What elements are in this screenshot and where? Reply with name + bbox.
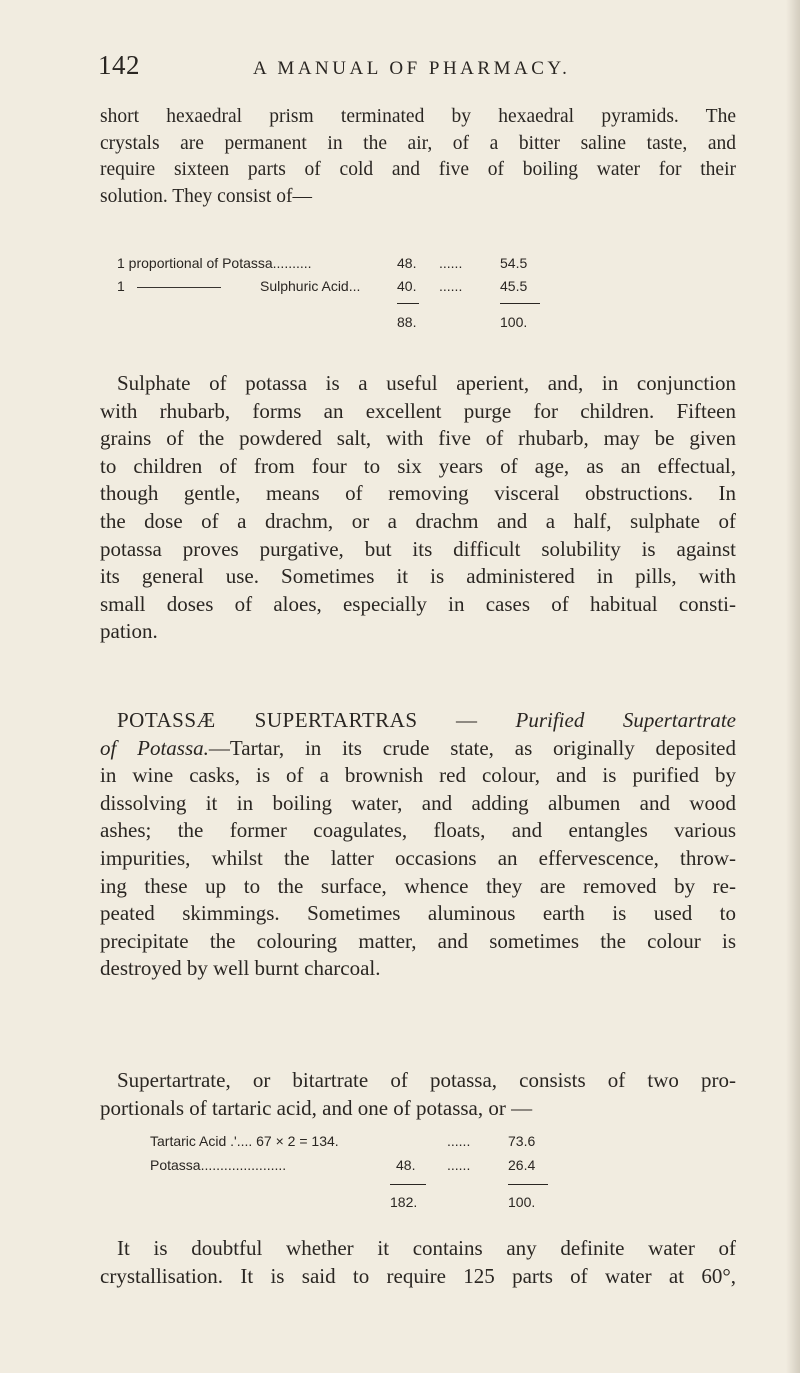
table-row — [150, 1157, 710, 1177]
paragraph-sulphate-uses — [100, 370, 736, 646]
heading-subtitle-cont: of Potassa. — [100, 735, 209, 760]
sum-rule — [500, 303, 540, 304]
section-potassae-supertartras — [100, 707, 736, 983]
text-line: Supertartrate, or bitartrate of potassa, consists of two pro- — [117, 1068, 736, 1092]
text-line: ashes; the former coagulates, floats, and entangles various — [100, 818, 736, 843]
row-percent: 26.4 — [508, 1157, 536, 1173]
text-line: grains of the powdered salt, with five of rhubarb, may be given — [100, 426, 736, 451]
text-line: peated skimmings. Sometimes aluminous earth is used to — [100, 901, 736, 926]
text-line: crystallisation. It is said to require 125 parts of water at 60°, — [100, 1263, 736, 1288]
row-label: 1 proportional of Potassa.......... — [117, 255, 312, 271]
text-line: the dose of a drachm, or a drachm and a half, sulphate of — [100, 508, 736, 533]
row-label: Potassa...................... — [150, 1157, 287, 1173]
text-line: with rhubarb, forms an excellent purge for children. Fifteen — [100, 398, 736, 423]
table-row — [150, 1133, 710, 1153]
sum-rule — [508, 1184, 548, 1185]
sum-rule — [397, 303, 419, 304]
row-percent: 45.5 — [500, 278, 528, 294]
text-line: crystals are permanent in the air, of a bitter saline taste, and — [100, 132, 736, 154]
text-line — [100, 735, 736, 763]
text-line: though gentle, means of removing visceral obstructions. In — [100, 481, 736, 506]
total-weight: 88. — [397, 314, 417, 330]
heading-line — [100, 707, 736, 735]
paragraph-bitartrate-composition — [100, 1067, 736, 1122]
text-line: solution. They consist of— — [100, 185, 312, 207]
row-weight: 40. — [397, 278, 417, 294]
text-line: Sulphate of potassa is a useful aperient, and, in conjunction — [117, 371, 736, 395]
section-heading: POTASSÆ SUPERTARTRAS — [117, 708, 418, 732]
row-label: Tartaric Acid .'.... 67 × 2 = 134. — [150, 1133, 339, 1149]
row-dots: ...... — [447, 1133, 471, 1149]
text-line: potassa proves purgative, but its difficult solubility is against — [100, 536, 736, 561]
text-line: small doses of aloes, especially in cases of habitual consti- — [100, 591, 736, 616]
text-line: impurities, whilst the latter occasions an effervescence, throw- — [100, 845, 736, 870]
row-number: 1 — [117, 278, 125, 294]
total-percent: 100. — [508, 1194, 536, 1210]
text-line: require sixteen parts of cold and five of boiling water for their — [100, 159, 736, 180]
text-line: short hexaedral prism terminated by hexaedral pyramids. The — [100, 106, 736, 127]
row-dash: —————— — [137, 278, 221, 294]
sum-rule — [390, 1184, 426, 1185]
text-line: destroyed by well burnt charcoal. — [100, 956, 381, 981]
row-label: Sulphuric Acid... — [260, 278, 361, 294]
text-line: precipitate the colouring matter, and sometimes the colour is — [100, 928, 736, 953]
text-span: —Tartar, in its crude state, as originally deposited — [208, 735, 736, 760]
composition-table-sulphate — [117, 255, 677, 355]
page-number: 142 — [98, 50, 140, 80]
text-line: It is doubtful whether it contains any definite water of — [117, 1236, 736, 1260]
page-header — [98, 50, 740, 90]
composition-table-bitartrate — [150, 1133, 710, 1233]
table-row — [117, 278, 677, 298]
row-dots: ...... — [447, 1157, 471, 1173]
total-percent: 100. — [500, 314, 528, 330]
row-percent: 73.6 — [508, 1133, 536, 1149]
row-percent: 54.5 — [500, 255, 528, 271]
text-line: portionals of tartaric acid, and one of potassa, or — — [100, 1095, 533, 1120]
text-line: to children of from four to six years of age, as an effectual, — [100, 453, 736, 478]
row-dots: ...... — [439, 278, 463, 294]
row-weight: 48. — [396, 1157, 416, 1173]
total-weight: 182. — [390, 1194, 418, 1210]
heading-subtitle: Purified Supertartrate — [515, 708, 736, 732]
row-weight: 48. — [397, 255, 417, 271]
text-line: ing these up to the surface, whence they are removed by re- — [100, 873, 736, 898]
heading-dash: — — [417, 708, 516, 732]
paragraph-prism-description — [100, 104, 736, 210]
text-line: pation. — [100, 619, 158, 644]
text-line: in wine casks, is of a brownish red colour, and is purified by — [100, 763, 736, 788]
running-head: A MANUAL OF PHARMACY. — [253, 58, 571, 79]
page-edge-shadow — [786, 0, 800, 1373]
row-dots: ...... — [439, 255, 463, 271]
text-line: its general use. Sometimes it is administered in pills, with — [100, 564, 736, 589]
paragraph-crystallisation — [100, 1235, 736, 1290]
table-row — [117, 255, 677, 275]
text-line: dissolving it in boiling water, and adding albumen and wood — [100, 790, 736, 815]
